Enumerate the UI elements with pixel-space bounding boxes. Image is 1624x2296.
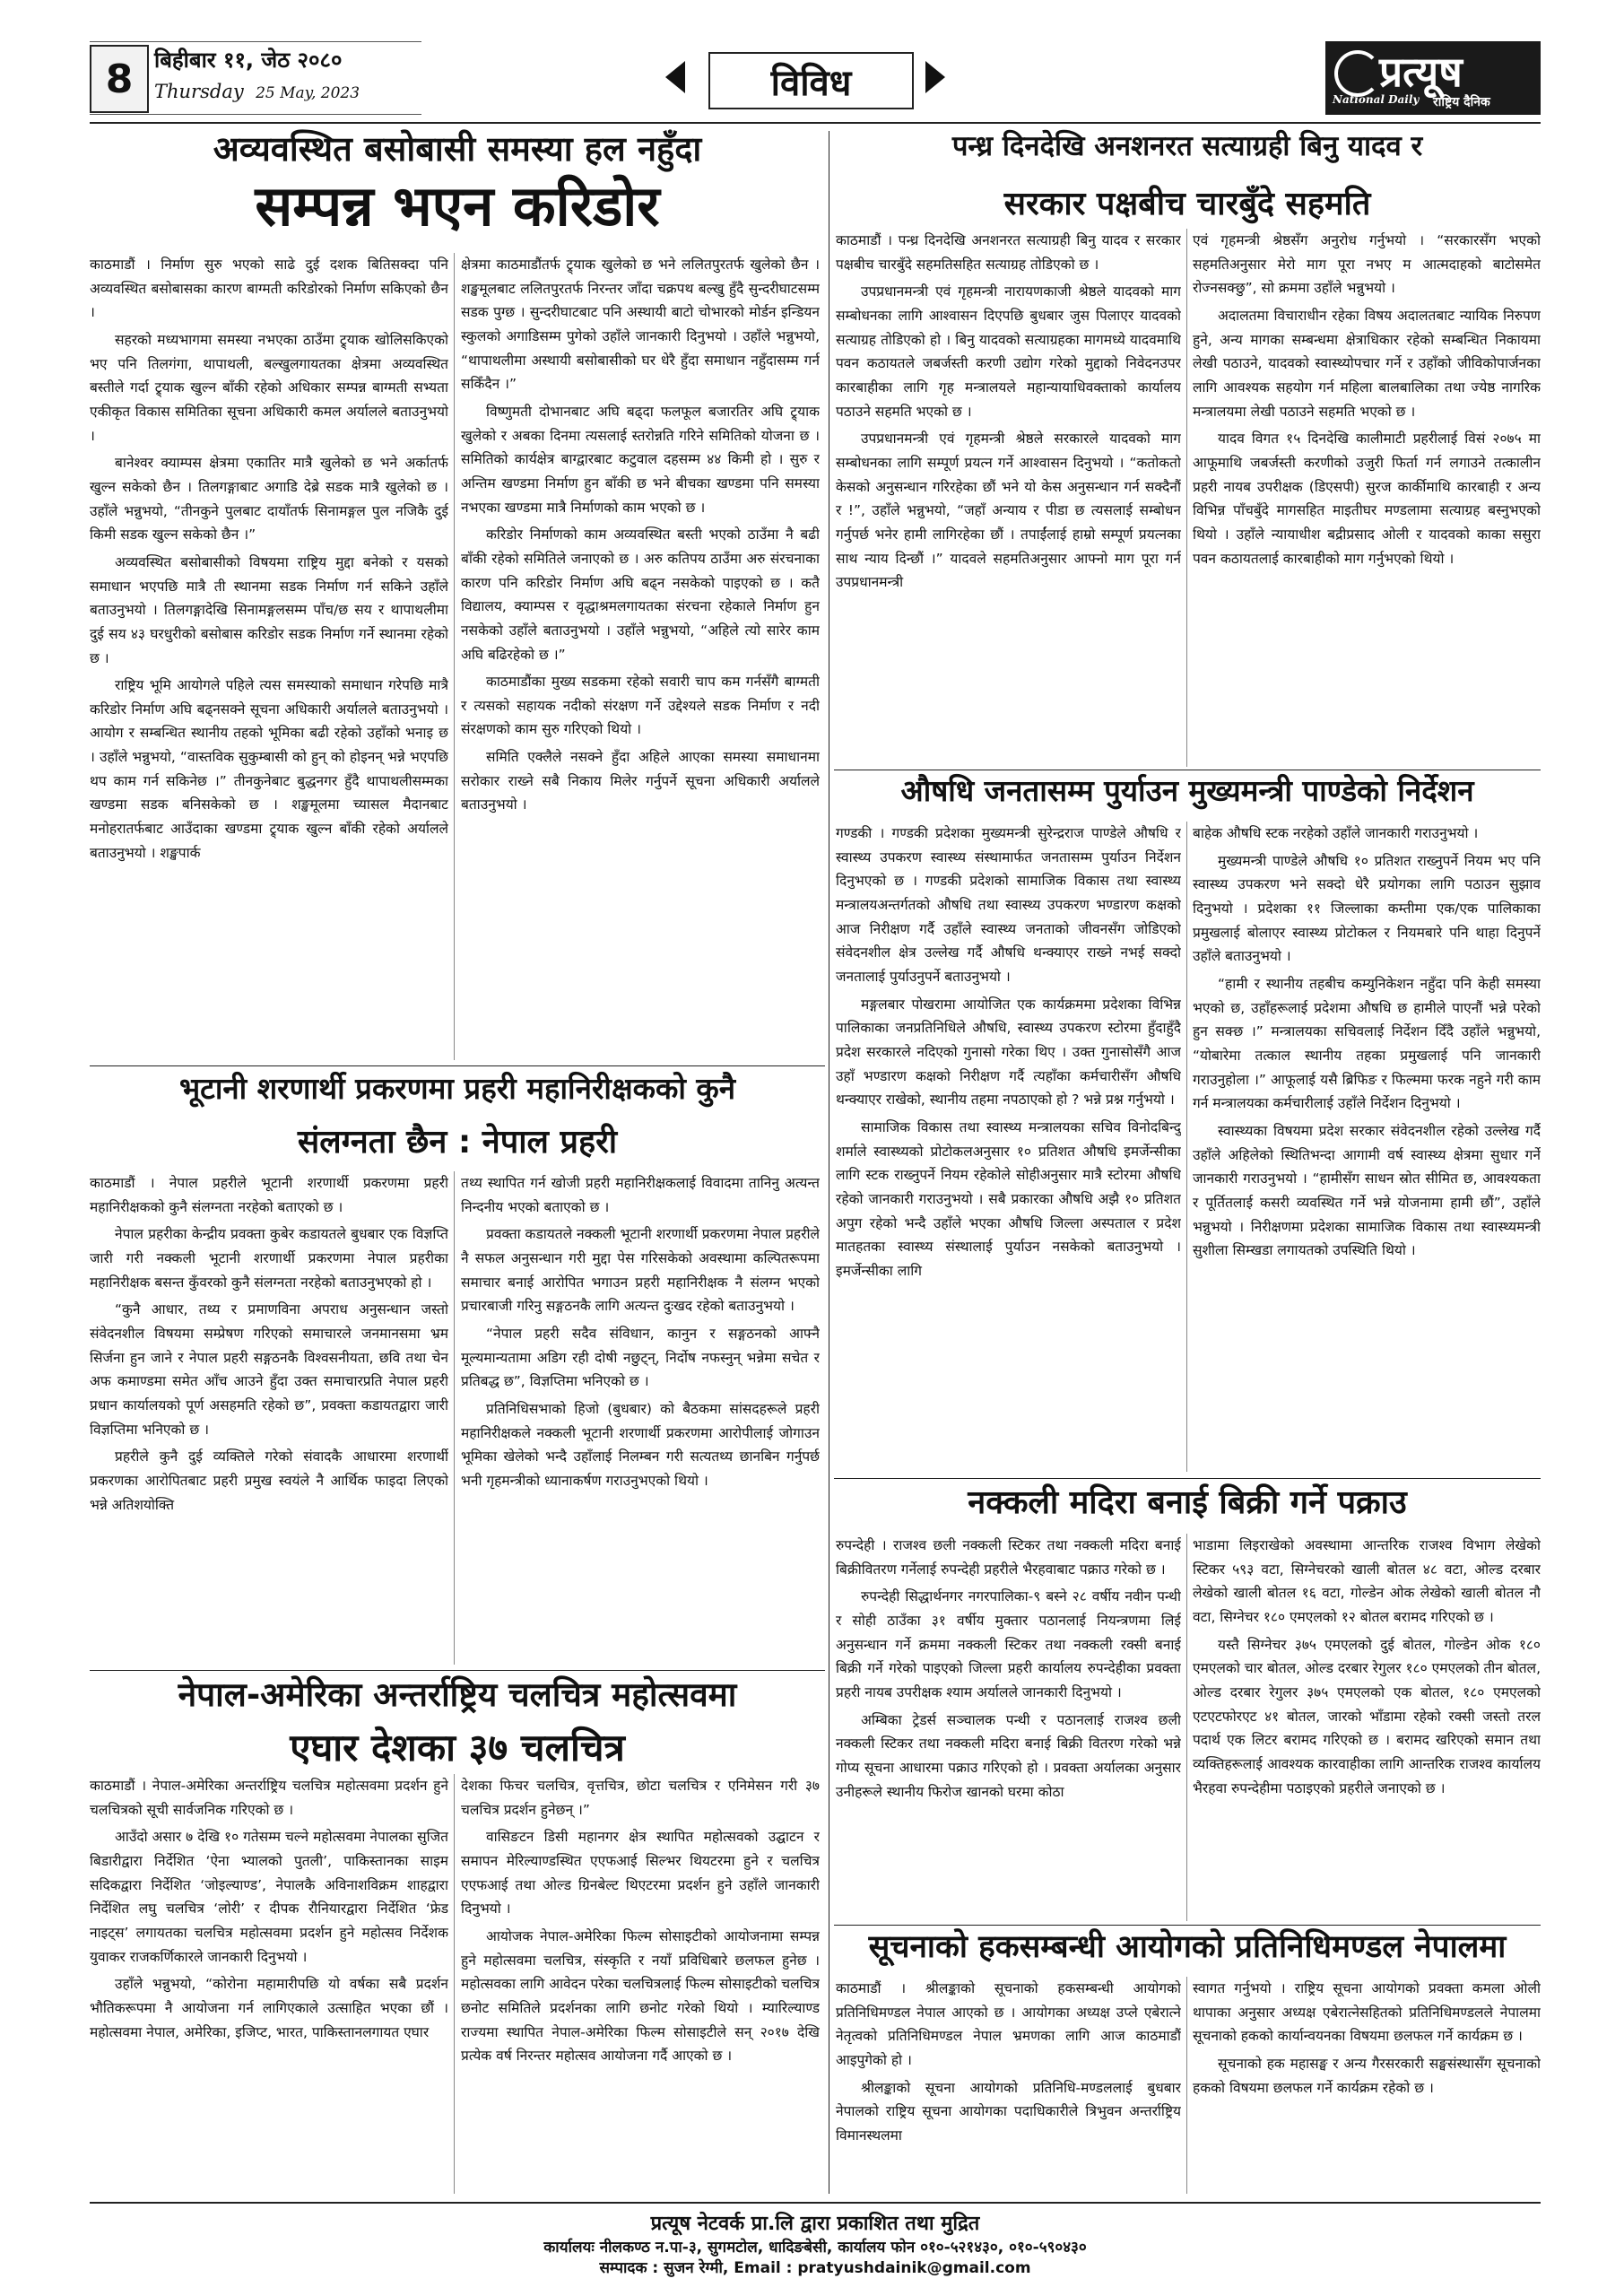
article-3-col-1 [836,822,1181,1472]
column-divider [454,253,455,1060]
article-1-col-1 [90,253,448,1060]
paragraph: काठमाडौंका मुख्य सडकमा रहेको सवारी चाप कम गर्नसँगै बाग्मती र त्यसको सहायक नदीको संरक्षण गर्ने उद्देश्यले सडक निर्माण र नदी संरक्षणको काम सुरु गरिएको थियो । [461,674,820,738]
paragraph: तथ्य स्थापित गर्न खोजी प्रहरी महानिरीक्षकलाई विवादमा तानिनु अत्यन्त निन्दनीय भएको बताएको छ । [461,1175,820,1215]
paragraph: नेपाल प्रहरीका केन्द्रीय प्रवक्ता कुबेर कडायतले बुधबार एक विज्ञप्ति जारी गरी नक्कली भूटानी शरणार्थी प्रकरणमा नेपाल प्रहरीका महानिरीक्षक बसन्त कुँवरको कुनै संलग्नता नरहेको बताउनुभएको हो । [90,1226,448,1291]
paragraph: गण्डकी । गण्डकी प्रदेशका मुख्यमन्त्री सुरेन्द्रराज पाण्डेले औषधि र स्वास्थ्य उपकरण स्वास्थ्य संस्थामार्फत जनतासम्म पुर्याउन निर्देशन दिनुभएको छ । गण्डकी प्रदेशको सामाजिक विकास तथा स्वास्थ्य मन्त्रालयअन्तर्गतको औषधि तथा स्वास्थ्य उपकरण भण्डारण कक्षको आज निरीक्षण गर्दै उहाँले स्वास्थ्य जनताको जीवनसँग जोडिएको संवेदनशील क्षेत्र उल्लेख गर्दै औषधि थन्क्याएर राख्ने नभई सक्दो जनतालाई पुर्याउनुपर्ने बताउनुभयो । [836,825,1181,985]
column-divider [454,1774,455,2194]
article-rule [834,1478,1541,1479]
paragraph: स्वागत गर्नुभयो । राष्ट्रिय सूचना आयोगको प्रवक्ता कमला ओली थापाका अनुसार अध्यक्ष एबेरात्नेसहितको प्रतिनिधिमण्डलले नेपालमा सूचनाको हकको कार्यान्वयनका विषयमा छलफल गर्ने कार्यक्रम छ । [1193,1980,1541,2045]
date-date: 25 May, 2023 [256,84,360,102]
article-3-title: औषधि जनतासम्म पुर्याउन मुख्यमन्त्री पाण्डेको निर्देशन [900,773,1474,808]
paragraph: “हामी र स्थानीय तहबीच कम्युनिकेशन नहुँदा पनि केही समस्या भएको छ, उहाँहरूलाई प्रदेशमा औषधि छ हामीले पाएनौं भन्ने परेको हुन सक्छ ।” मन्त्रालयका सचिवलाई निर्देशन दिँदै उहाँले भन्नुभयो, “योबारेमा तत्काल स्थानीय तहका प्रमुखलाई पनि जानकारी गराउनुहोला ।” आफूलाई यसै ब्रिफिङ र फिल्ममा फरक नहुने गरी काम गर्न मन्त्रालयका कर्मचारीलाई उहाँले निर्देशन दिनुभयो । [1193,975,1541,1112]
paragraph: क्षेत्रमा काठमाडौंतर्फ ट्र्याक खुलेको छ भने ललितपुरतर्फ खुलेको छैन । शङ्खमूलबाट ललितपुरतर्फ निरन्तर जाँदा चक्रपथ बल्खु हुँदै सुन्दरीघाटसम्म सडक पुग्छ । सुन्दरीघाटबाट पनि अस्थायी बाटो चोभारको मोर्डन इन्डियन स्कुलको अगाडिसम्म पुगेको उहाँले जानकारी दिनुभयो । उहाँले भन्नुभयो, “थापाथलीमा अस्थायी बसोबासीको घर धेरै हुँदा समाधान नहुँदासम्म गर्न सकिँदैन ।” [461,257,820,393]
paragraph: अम्बिका ट्रेडर्स सञ्चालक पन्थी र पठानलाई राजश्व छली नक्कली स्टिकर तथा नक्कली मदिरा बनाई बिक्री वितरण गरेको भन्ने गोप्य सूचना आधारमा पक्राउ गरिएको हो । प्रवक्ता अर्यालका अनुसार उनीहरूले स्थानीय फिरोज खानको घरमा कोठा [836,1711,1181,1800]
article-7-col-2 [1193,1977,1541,2194]
paragraph: उहाँले भन्नुभयो, “कोरोना महामारीपछि यो वर्षका सबै प्रदर्शन भौतिकरूपमा नै आयोजना गर्न लागिएकाले उत्साहित भएका छौं । महोत्सवमा नेपाल, अमेरिका, इजिप्ट, भारत, पाकिस्तानलगायत एघार [90,1976,448,2040]
article-1-title: सम्पन्न भएन करिडोर [255,173,660,239]
paragraph: मुख्यमन्त्री पाण्डेले औषधि १० प्रतिशत राख्नुपर्ने नियम भए पनि स्वास्थ्य उपकरण भने सक्दो धेरै प्रयोगका लागि पठाउन सुझाव दिनुभयो । प्रदेशका ११ जिल्लाका कम्तीमा एक/एक पालिकाका प्रमुखलाई बोलाएर स्वास्थ्य प्रोटोकल र नियमबारे पनि थाहा दिनुपर्ने उहाँले बताउनुभयो । [1193,852,1541,965]
column-divider [1186,229,1187,767]
paragraph: देशका फिचर चलचित्र, वृत्तचित्र, छोटा चलचित्र र एनिमेसन गरी ३७ चलचित्र प्रदर्शन हुनेछन् ।” [461,1778,820,1818]
paragraph: रुपन्देही सिद्धार्थनगर नगरपालिका-९ बस्ने २८ वर्षीय नवीन पन्थी र सोही ठाउँका ३१ वर्षीय मुक्तार पठानलाई नियन्त्रणमा लिई अनुसन्धान गर्ने क्रममा नक्कली स्टिकर तथा नक्कली रक्सी बनाई बिक्री गर्ने गरेको पाइएको जिल्ला प्रहरी कार्यालय रुपन्देहीका प्रवक्ता प्रहरी नायब उपरीक्षक श्याम अर्यालले जानकारी दिनुभयो । [836,1588,1181,1700]
paragraph: आयोजक नेपाल-अमेरिका फिल्म सोसाइटीको आयोजनामा सम्पन्न हुने महोत्सवमा चलचित्र, संस्कृति र नयाँ प्रविधिबारे छलफल हुनेछ । महोत्सवका लागि आवेदन परेका चलचित्रलाई फिल्म सोसाइटीको चलचित्र छनोट समितिले प्रदर्शनका लागि छनोट गरेको थियो । म्यारिल्याण्ड राज्यमा स्थापित नेपाल-अमेरिका फिल्म सोसाइटीले सन् २०१७ देखि प्रत्येक वर्ष निरन्तर महोत्सव आयोजना गर्दै आएको छ । [461,1927,820,2065]
column-divider [1186,822,1187,1472]
article-6-title-line-2: एघार देशका ३७ चलचित्र [290,1726,625,1770]
article-6-title-line-1: नेपाल-अमेरिका अन्तर्राष्ट्रिय चलचित्र महोत्सवमा [178,1675,737,1714]
paragraph: विष्णुमती दोभानबाट अघि बढ्दा फलफूल बजारतिर अघि ट्र्याक खुलेको र अबका दिनमा त्यसलाई स्तरोन्नति गरिने समितिको योजना छ । समितिको कार्यक्षेत्र बाग्द्वारबाट कटुवाल दहसम्म ४४ किमी हो । सुरु र अन्तिम खण्डमा निर्माण हुन बाँकी छ भने बीचका खण्डमा पनि समस्या नभएका खण्डमा मात्रै निर्माणको काम भएको छ । [461,403,820,516]
paragraph: प्रतिनिधिसभाको हिजो (बुधबार) को बैठकमा सांसदहरूले प्रहरी महानिरीक्षकले नक्कली भूटानी शरणार्थी प्रकरणमा आरोपीलाई जोगाउन भूमिका खेलेको भन्दै उहाँलाई निलम्बन गरी सत्यतथ्य छानबिन गर्नुपर्छ भनी गृहमन्त्रीको ध्यानाकर्षण गराउनुभएको थियो । [461,1400,820,1489]
article-rule [834,1925,1541,1926]
date-day: Thursday [154,81,244,102]
paragraph: मङ्गलबार पोखरामा आयोजित एक कार्यक्रममा प्रदेशका विभिन्न पालिकाका जनप्रतिनिधिले औषधि, स्वास्थ्य उपकरण स्टोरमा हुँदाहुँदै प्रदेश सरकारले नदिएको गुनासो गरेका थिए । उक्त गुनासोसँगै आज उहाँ भण्डारण कक्षको निरीक्षण गर्दै त्यहाँका कर्मचारीसँग औषधि थन्क्याएर राखेको, स्थानीय तहमा नपठाएको हो ? भन्ने प्रश्न गर्नुभयो । [836,996,1181,1109]
paragraph: स्वास्थ्यका विषयमा प्रदेश सरकार संवेदनशील रहेको उल्लेख गर्दै उहाँले अहिलेको स्थितिभन्दा आगामी वर्ष स्वास्थ्य क्षेत्रमा सुधार गर्ने जानकारी गराउनुभयो । “हामीसँग साधन स्रोत सीमित छ, आवश्यकता र पूर्तितलाई कसरी व्यवस्थित गर्ने भन्ने योजनामा हामी छौं”, उहाँले भन्नुभयो । निरीक्षणमा प्रदेशका सामाजिक विकास तथा स्वास्थ्यमन्त्री सुशीला सिम्खडा लगायतको उपस्थिति थियो । [1193,1122,1541,1259]
article-2-title-line-1: पन्ध्र दिनदेखि अनशनरत सत्याग्रही बिनु यादव र [951,130,1423,162]
paragraph: काठमाडौं । पन्ध्र दिनदेखि अनशनरत सत्याग्रही बिनु यादव र सरकार पक्षबीच चारबुँदे सहमतिसहित सत्याग्रह तोडिएको छ । [836,232,1181,273]
article-7-col-1 [836,1977,1181,2194]
article-4-col-2 [461,1171,820,1665]
paragraph: बानेश्वर क्याम्पस क्षेत्रमा एकातिर मात्रै खुलेको छ भने अर्कातर्फ खुल्न सकेको छैन । तिलगङ्गाबाट अगाडि देब्रे सडक मात्रै खुलेको छ । उहाँले भन्नुभयो, “तीनकुने पुलबाट दायाँतर्फ सिनामङ्गल पुल नजिकै दुई किमी सडक खुल्न सकेको छैन ।” [90,455,448,544]
arrow-right-icon [925,61,945,93]
paragraph: प्रहरीले कुनै दुई व्यक्तिले गरेको संवादकै आधारमा शरणार्थी प्रकरणका आरोपितबाट प्रहरी प्रमुख स्वयंले नै आर्थिक फाइदा लिएको भन्ने अतिशयोक्ति [90,1448,448,1513]
article-4-col-1 [90,1171,448,1665]
article-3-col-2 [1193,822,1541,1472]
logo-swirl-icon [1334,50,1381,97]
paragraph: काठमाडौं । निर्माण सुरु भएको साढे दुई दशक बितिसक्दा पनि अव्यवस्थित बसोबासका कारण बाग्मती करिडोरको निर्माण सकिएको छैन । [90,257,448,321]
arrow-left-icon [665,61,685,93]
paragraph: एवं गृहमन्त्री श्रेष्ठसँग अनुरोध गर्नुभयो । “सरकारसँग भएको सहमतिअनुसार मेरो माग पूरा नभए म आत्मदाहको बाटोसमेत रोज्नसक्छु”, सो क्रममा उहाँले भन्नुभयो । [1193,232,1541,297]
paragraph: “नेपाल प्रहरी सदैव संविधान, कानुन र सङ्गठनको आफ्नै मूल्यमान्यतामा अडिग रही दोषी नछुट्न्, निर्दोष नफस्नुन् भन्नेमा सचेत र प्रतिबद्ध छ”, विज्ञप्तिमा भनिएको छ । [461,1325,820,1390]
paragraph: उपप्रधानमन्त्री एवं गृहमन्त्री श्रेष्ठले सरकारले यादवको माग सम्बोधनका लागि सम्पूर्ण प्रयत्न गर्ने आश्वासन दिनुभयो । “कतोकतो केसको अनुसन्धान गरिरहेका छौं भने यो केस अनुसन्धान गर्न सक्दैनौं र !”, उहाँले भन्नुभयो, “जहाँ अन्याय र पीडा छ त्यसलाई सम्बोधन गर्नुपर्छ भनेर हामी लागिरहेका छौं । तपाईंलाई हाम्रो सम्पूर्ण प्रयत्नका साथ न्याय दिन्छौं ।” यादवले सहमतिअनुसार आफ्नो माग पूरा गर्न उपप्रधानमन्त्री [836,430,1181,591]
article-4-title-line-1: भूटानी शरणार्थी प्रकरणमा प्रहरी महानिरीक्षकको कुनै [178,1071,736,1106]
footer-publisher: प्रत्यूष नेटवर्क प्रा.लि द्वारा प्रकाशित तथा मुद्रित [650,2213,980,2235]
paragraph: यादव विगत १५ दिनदेखि कालीमाटी प्रहरीलाई विसं २०७५ मा आफूमाथि जबर्जस्ती करणीको उजुरी फिर्ता गर्न लगाउने तत्कालीन प्रहरी नायब उपरीक्षक (डिएसपी) सुरज कार्कीमाथि कारबाही र अन्य विभिन्न पाँचबुँदे मागसहित माइतीघर मण्डलामा सत्याग्रह बस्नुभएको थियो । उहाँले न्यायाधीश बद्रीप्रसाद ओली र यादवको काका ससुरा पवन कठायतलाई कारबाहीको माग गर्नुभएको थियो । [1193,430,1541,567]
paragraph: उपप्रधानमन्त्री एवं गृहमन्त्री नारायणकाजी श्रेष्ठले यादवको माग सम्बोधनका लागि आश्वासन दिएपछि बुधबार जुस पिलाएर यादवको सत्याग्रह तोडिएको हो । बिनु यादवको सत्याग्रहका मागमध्ये यादवमाथि पवन कठायतले जबर्जस्ती करणी उद्योग गरेको मुद्दाको निवेदनउपर कारबाहीका लागि गृह मन्त्रालयले महान्यायाधिवक्ताको कार्यालय पठाउने सहमति भएको छ । [836,283,1181,420]
paragraph: अदालतमा विचाराधीन रहेका विषय अदालतबाट न्यायिक निरुपण हुने, अन्य मागका सम्बन्धमा क्षेत्राधिकार रहेको सम्बन्धित निकायमा लेखी पठाउने, यादवको स्वास्थ्योपचार गर्ने र उहाँको जीविकोपार्जनका लागि आवश्यक सहयोग गर्न महिला बालबालिका तथा ज्येष्ठ नागरिक मन्त्रालयमा लेखी पठाउने सहमति भएको छ । [1193,307,1541,420]
article-rule [90,1670,825,1671]
paragraph: रुपन्देही । राजश्व छली नक्कली स्टिकर तथा नक्कली मदिरा बनाई बिक्रीवितरण गर्नेलाई रुपन्देही प्रहरीले भैरहवाबाट पक्राउ गरेको छ । [836,1537,1181,1578]
article-6-col-2 [461,1774,820,2194]
article-6-col-1 [90,1774,448,2194]
masthead-sub-en: National Daily [1333,93,1420,106]
paragraph: प्रवक्ता कडायतले नक्कली भूटानी शरणार्थी प्रकरणमा नेपाल प्रहरीले नै सफल अनुसन्धान गरी मुद्दा पेस गरिसकेको अवस्थामा कल्पितरूपमा समाचार बनाई आरोपित भगाउन प्रहरी महानिरीक्षक नै संलग्न भएको प्रचारबाजी गरिनु सङ्गठनकै लागि अत्यन्त दुःखद रहेको बताउनुभयो । [461,1226,820,1315]
paragraph: “कुनै आधार, तथ्य र प्रमाणविना अपराध अनुसन्धान जस्तो संवेदनशील विषयमा सम्प्रेषण गरिएको समाचारले जनमानसमा भ्रम सिर्जना हुन जाने र नेपाल प्रहरी सङ्गठनकै विश्वसनीयता, छवि तथा चेन अफ कमाण्डमा समेत आँच आउने हुँदा उक्त समाचारप्रति नेपाल प्रहरी प्रधान कार्यालयको पूर्ण असहमति रहेको छ”, प्रवक्ता कडायतद्वारा जारी विज्ञप्तिमा भनिएको छ । [90,1301,448,1438]
article-2-title-line-2: सरकार पक्षबीच चारबुँदे सहमति [1003,186,1371,222]
paragraph: सूचनाको हक महासङ्घ र अन्य गैरसरकारी सङ्घसंस्थासँग सूचनाको हकको विषयमा छलफल गर्ने कार्यक्रम रहेको छ । [1193,2055,1541,2096]
page-number: 8 [90,45,149,113]
paragraph: काठमाडौं । नेपाल-अमेरिका अन्तर्राष्ट्रिय चलचित्र महोत्सवमा प्रदर्शन हुने चलचित्रको सूची सार्वजनिक गरिएको छ । [90,1778,448,1818]
paragraph: सहरको मध्यभागमा समस्या नभएका ठाउँमा ट्र्याक खोलिसकिएको भए पनि तिलगंगा, थापाथली, बल्खुलगायतका क्षेत्रमा अव्यवस्थित बस्तीले गर्दा ट्र्याक खुल्न बाँकी रहेको अधिकार सम्पन्न बाग्मती सभ्यता एकीकृत विकास समितिका सूचना अधिकारी कमल अर्यालले बताउनुभयो । [90,331,448,444]
footer-editor: सम्पादक : सुजन रेग्मी, Email : pratyushdainik@gmail.com [599,2259,1031,2277]
paragraph: करिडोर निर्माणको काम अव्यवस्थित बस्ती भएको ठाउँमा नै बढी बाँकी रहेको समितिले जनाएको छ । अरु कतिपय ठाउँमा अरु संरचनाका कारण पनि करिडोर निर्माण अघि बढ्न नसकेको पाइएको छ । कतै विद्यालय, क्याम्पस र वृद्धाश्रमलगायतका संरचना रहेकाले निर्माण हुन नसकेको उहाँले बताउनुभयो । उहाँले भन्नुभयो, “अहिले त्यो सारेर काम अघि बढिरहेको छ ।” [461,526,820,663]
footer [90,2202,1541,2284]
date-nepali: बिहीबार ११, जेठ २०८० [154,48,343,73]
masthead-title: प्रत्यूष [1379,48,1463,96]
article-2-col-1 [836,229,1181,767]
masthead-sub-np: राष्ट्रिय दैनिक [1433,95,1490,109]
article-1-kicker: अव्यवस्थित बसोबासी समस्या हल नहुँदा [213,129,702,169]
header-rule [90,122,1541,124]
paragraph: यस्तै सिग्नेचर ३७५ एमएलको दुई बोतल, गोल्डेन ओक १८० एमएलको चार बोतल, ओल्ड दरबार रेगुलर १८० एमएलको तीन बोतल, ओल्ड दरबार रेगुलर ३७५ एमएलको एक बोतल, १८० एमएलको एटएटफोरएट ४१ बोतल, जारको भाँडामा रहेको रक्सी जस्तो तरल पदार्थ एक लिटर बरामद गरिएको छ । बरामद खरिएको समान तथा व्यक्तिहरूलाई आवश्यक कारवाहीका लागि आन्तरिक राजश्व कार्यालय भैरहवा रुपन्देहीमा पठाइएको प्रहरीले जनाएको छ । [1193,1636,1541,1796]
footer-address: कार्यालयः नीलकण्ठ न.पा-३, सुगमटोल, धादिङबेसी, कार्यालय फोन ०१०-५२१४३०, ०१०-५९०४३० [543,2239,1087,2257]
column-divider [1186,1977,1187,2194]
paragraph: आउँदो असार ७ देखि १० गतेसम्म चल्ने महोत्सवमा नेपालका सुजित बिडारीद्वारा निर्देशित ‘ऐना भ्यालको पुतली’, पाकिस्तानका साइम सदिकद्वारा निर्देशित ‘जोइल्याण्ड’, नेपालकै अविनाशविक्रम शाहद्वारा निर्देशित लघु चलचित्र ‘लोरी’ र दीपक रौनियारद्वारा निर्देशित ‘फ्रेड नाइट्स’ लगायतका चलचित्र महोत्सवमा प्रदर्शन हुने महोत्सव निर्देशक युवाकर राजकर्णिकारले जानकारी दिनुभयो । [90,1829,448,1965]
paragraph: श्रीलङ्काको सूचना आयोगको प्रतिनिधि-मण्डललाई बुधबार नेपालको राष्ट्रिय सूचना आयोगका पदाधिकारीले त्रिभुवन अन्तर्राष्ट्रिय विमानस्थलमा [836,2079,1181,2144]
paragraph: वासिङटन डिसी महानगर क्षेत्र स्थापित महोत्सवको उद्घाटन र समापन मेरिल्याण्डस्थित एएफआई सिल्भर थियटरमा हुने र चलचित्र एएफआई तथा ओल्ड ग्रिनबेल्ट थिएटरमा प्रदर्शन हुने उहाँले जानकारी दिनुभयो । [461,1829,820,1918]
column-divider [1186,1534,1187,1921]
article-5-col-2 [1193,1534,1541,1921]
paragraph: राष्ट्रिय भूमि आयोगले पहिले त्यस समस्याको समाधान गरेपछि मात्रै करिडोर निर्माण अघि बढ्नसक्ने सूचना अधिकारी अर्यालले बताउनुभयो । आयोग र सम्बन्धित स्थानीय तहको भूमिका बढी रहेको उहाँको भनाइ छ । उहाँले भन्नुभयो, “वास्तविक सुकुम्बासी को हुन् को होइनन् भन्ने भएपछि थप काम गर्न सकिनेछ ।” तीनकुनेबाट बुद्धनगर हुँदै थापाथलीसम्मका खण्डमा सडक बनिसकेको छ । शङ्खमूलमा च्यासल मैदानबाट मनोहरातर्फबाट आउँदाका खण्डमा ट्र्याक खुल्न बाँकी रहेको अर्यालले बताउनुभयो । शङ्खपार्क [90,677,448,861]
article-7-title: सूचनाको हकसम्बन्धी आयोगको प्रतिनिधिमण्डल नेपालमा [868,1929,1507,1965]
paragraph: सामाजिक विकास तथा स्वास्थ्य मन्त्रालयका सचिव विनोदबिन्दु शर्माले स्वास्थ्यको प्रोटोकलअनुसार १० प्रतिशत औषधि इमर्जेन्सीका लागि स्टक राख्नुपर्ने नियम रहेकोले सोहीअनुसार मात्रै स्टोरमा औषधि रहेको जानकारी गराउनुभयो । सबै प्रकारका औषधि अझै १० प्रतिशत अपुग रहेको भन्दै उहाँले भएका औषधि जिल्ला अस्पताल र प्रदेश मातहतका स्वास्थ्य संस्थालाई पुर्याउन नसकेको बताउनुभयो । इमर्जेन्सीका लागि [836,1118,1181,1279]
masthead-logo [1325,41,1541,115]
article-5-title: नक्कली मदिरा बनाई बिक्री गर्ने पक्राउ [968,1484,1407,1521]
article-rule [90,1065,825,1066]
article-1-col-2 [461,253,820,1060]
paragraph: समिति एक्लैले नसक्ने हुँदा अहिले आएका समस्या समाधानमा सरोकार राख्ने सबै निकाय मिलेर गर्नुपर्ने सूचना अधिकारी अर्यालले बताउनुभयो । [461,749,820,813]
article-2-col-2 [1193,229,1541,767]
article-5-col-1 [836,1534,1181,1921]
paragraph: काठमाडौं । नेपाल प्रहरीले भूटानी शरणार्थी प्रकरणमा प्रहरी महानिरीक्षकको कुनै संलग्नता नरहेको बताएको छ । [90,1175,448,1215]
article-4-title-line-2: संलग्नता छैन : नेपाल प्रहरी [297,1124,618,1161]
section-label: विविध [708,52,914,109]
column-divider [454,1171,455,1665]
paragraph: काठमाडौं । श्रीलङ्काको सूचनाको हकसम्बन्धी आयोगको प्रतिनिधिमण्डल नेपाल आएको छ । आयोगका अध्यक्ष उप्ले एबेरात्ने नेतृत्वको प्रतिनिधिमण्डल नेपाल भ्रमणका लागि आज काठमाडौं आइपुगेको हो । [836,1980,1181,2068]
paragraph: भाडामा लिइराखेको अवस्थामा आन्तरिक राजश्व विभाग लेखेको स्टिकर ५९३ वटा, सिग्नेचरको खाली बोतल ४८ वटा, ओल्ड दरबार लेखेको खाली बोतल १६ वटा, गोल्डेन ओक लेखेको खाली बोतल नौ वटा, सिग्नेचर १८० एमएलको १२ बोतल बरामद गरिएको छ । [1193,1537,1541,1625]
date-english [154,81,360,102]
paragraph: अव्यवस्थित बसोबासीको विषयमा राष्ट्रिय मुद्दा बनेको र यसको समाधान भएपछि मात्रै ती स्थानमा सडक निर्माण गर्न सकिने उहाँले बताउनुभयो । तिलगङ्गादेखि सिनामङ्गलसम्म पाँच/छ सय र थापाथलीमा दुई सय ४३ घरधुरीको बसोबास करिडोर सडक निर्माण गर्ने स्थानमा रहेको छ । [90,553,448,666]
paragraph: बाहेक औषधि स्टक नरहेको उहाँले जानकारी गराउनुभयो । [1193,825,1479,841]
